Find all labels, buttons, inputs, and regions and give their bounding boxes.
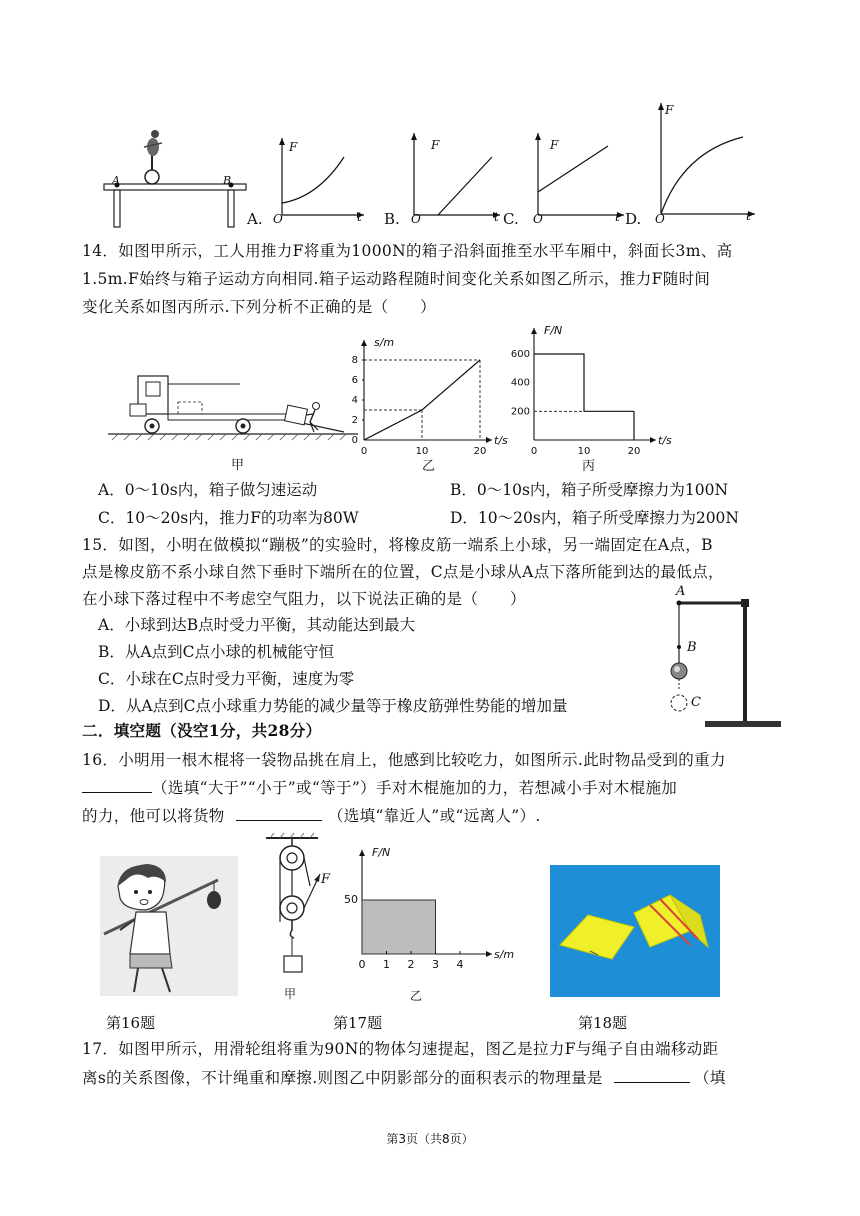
fs-x-tick-1: 1 bbox=[383, 958, 390, 971]
ft-y-tick-1: 400 bbox=[510, 377, 530, 389]
fs-x-tick-4: 4 bbox=[456, 958, 464, 971]
q13-c-o-label: O bbox=[533, 212, 543, 226]
q13-option-c-letter: C. bbox=[503, 210, 519, 228]
ft-x-arrow bbox=[650, 437, 656, 443]
q17-fig-jia-caption: 甲 bbox=[284, 987, 297, 1001]
q13-option-d-letter: D. bbox=[625, 210, 642, 228]
q13-point-a: A bbox=[112, 174, 120, 187]
q15-stem-line-1: 15．如图，小明在做模拟“蹦极”的实验时，将橡皮筋一端系上小球，另一端固定在A点，B bbox=[82, 536, 713, 554]
q14-st-chart bbox=[340, 330, 520, 470]
q14-stem-line-3: 变化关系如图丙所示.下列分析不正确的是（ ） bbox=[82, 298, 436, 316]
q14-truck-ramp-figure bbox=[108, 370, 358, 442]
q13-option-b-graph bbox=[400, 130, 504, 225]
st-x-arrow bbox=[486, 437, 492, 443]
q16-figure-caption: 第16题 bbox=[106, 1014, 156, 1032]
q13-c-f-label: F bbox=[550, 138, 559, 152]
q17-stem-line-1: 17．如图甲所示，用滑轮组将重为90N的物体匀速提起，图乙是拉力F与绳子自由端移动距 bbox=[82, 1040, 719, 1058]
ft-y-tick-0: 200 bbox=[510, 406, 530, 418]
st-y-tick-4: 8 bbox=[351, 355, 358, 366]
q13-a-o-label: O bbox=[273, 212, 283, 226]
q15-option-a[interactable]: A．小球到达B点时受力平衡，其动能达到最大 bbox=[98, 616, 416, 634]
q14-option-b[interactable]: B．0～10s内，箱子所受摩擦力为100N bbox=[450, 481, 729, 499]
q13-d-t-label: t bbox=[746, 209, 751, 223]
q16-blank-1[interactable] bbox=[82, 776, 152, 793]
q14-ft-chart bbox=[504, 320, 674, 465]
st-x-tick-0: 0 bbox=[360, 446, 368, 457]
fs-y-tick-0: 50 bbox=[344, 893, 358, 906]
q15-point-c: C bbox=[691, 695, 701, 710]
q13-d-f-label: F bbox=[665, 103, 674, 117]
st-y-tick-3: 6 bbox=[351, 375, 358, 386]
fs-x-arrow bbox=[486, 951, 492, 957]
q16-line-3-tail: （选填“靠近人”或“远离人”）. bbox=[327, 807, 541, 825]
fs-x-label: s/m bbox=[494, 948, 515, 961]
q14-stem-line-1: 14．如图甲所示，工人用推力F将重为1000N的箱子沿斜面推至水平车厢中，斜面长3m、高 bbox=[82, 242, 733, 260]
q14-option-d[interactable]: D．10～20s内，箱子所受摩擦力为200N bbox=[450, 509, 739, 527]
fs-x-tick-2: 2 bbox=[407, 958, 415, 971]
q16-stem-line-2 bbox=[82, 776, 677, 799]
q15-bungee-stand-figure bbox=[655, 585, 785, 730]
ft-x-tick-1: 10 bbox=[577, 446, 591, 457]
q13-option-d-graph bbox=[647, 100, 759, 224]
st-y-tick-2: 4 bbox=[351, 395, 358, 406]
q16-stem-line-3 bbox=[82, 804, 541, 827]
q14-fig-bing-caption: 丙 bbox=[582, 459, 596, 474]
st-x-tick-2: 20 bbox=[473, 446, 487, 457]
ft-y-label: F/N bbox=[544, 324, 563, 337]
q17-fs-chart bbox=[340, 842, 522, 982]
fs-y-arrow bbox=[359, 850, 365, 856]
q17-blank-1[interactable] bbox=[614, 1066, 690, 1083]
q13-option-a-graph bbox=[268, 135, 368, 225]
q14-stem-line-2: 1.5m.F始终与箱子运动方向相同.箱子运动路程随时间变化关系如图乙所示，推力F随时间 bbox=[82, 270, 711, 288]
st-y-tick-1: 2 bbox=[351, 415, 358, 426]
q13-option-c-graph bbox=[524, 130, 628, 225]
st-y-tick-0: 0 bbox=[351, 435, 358, 446]
ft-y-tick-2: 600 bbox=[510, 349, 530, 360]
st-y-label: s/m bbox=[374, 336, 395, 349]
q13-c-t-label: t bbox=[615, 210, 620, 224]
page-footer: 第3页（共8页） bbox=[386, 1132, 474, 1146]
st-y-arrow bbox=[361, 340, 367, 346]
q15-option-d[interactable]: D．从A点到C点小球重力势能的减少量等于橡皮筋弹性势能的增加量 bbox=[98, 697, 568, 715]
fs-shaded-area bbox=[362, 900, 436, 954]
q14-fig-yi-caption: 乙 bbox=[422, 459, 436, 474]
q13-b-t-label: t bbox=[494, 210, 499, 224]
fs-x-tick-0: 0 bbox=[358, 958, 366, 971]
st-x-label: t/s bbox=[494, 434, 508, 447]
ft-y-arrow bbox=[531, 328, 537, 334]
q15-stem-line-3: 在小球下落过程中不考虑空气阻力，以下说法正确的是（ ） bbox=[82, 590, 526, 608]
q13-b-o-label: O bbox=[411, 212, 421, 226]
q17-fig-yi-caption: 乙 bbox=[410, 989, 423, 1003]
q14-option-c[interactable]: C．10～20s内，推力F的功率为80W bbox=[98, 509, 359, 527]
q18-paper-figure bbox=[550, 865, 720, 997]
q13-option-b-letter: B. bbox=[384, 210, 400, 228]
q15-option-c[interactable]: C．小球在C点时受力平衡，速度为零 bbox=[98, 670, 355, 688]
st-x-tick-1: 10 bbox=[415, 446, 429, 457]
q15-point-b: B bbox=[687, 640, 697, 655]
q13-a-f-label: F bbox=[289, 140, 298, 154]
q16-line-3-head: 的力，他可以将货物 bbox=[82, 807, 225, 825]
q14-fig-jia-caption: 甲 bbox=[231, 458, 245, 473]
ft-x-label: t/s bbox=[658, 434, 672, 447]
ft-series-line bbox=[534, 354, 634, 411]
q13-d-o-label: O bbox=[655, 212, 665, 226]
q17-line-2-tail: （填 bbox=[694, 1069, 726, 1087]
q13-option-a-letter: A. bbox=[247, 210, 263, 228]
q17-figure-caption: 第17题 bbox=[333, 1014, 383, 1032]
q17-stem-line-2 bbox=[82, 1066, 726, 1089]
q13-point-b: B bbox=[223, 174, 232, 187]
q17-pulley-figure bbox=[262, 832, 338, 980]
q16-stem-line-1: 16．小明用一根木棍将一袋物品挑在肩上，他感到比较吃力，如图所示.此时物品受到的重力 bbox=[82, 751, 726, 769]
q17-line-2-head: 离s的关系图像，不计绳重和摩擦.则图乙中阴影部分的面积表示的物理量是 bbox=[82, 1069, 603, 1087]
section-2-heading: 二．填空题（没空1分，共28分） bbox=[82, 721, 322, 740]
q15-stem-line-2: 点是橡皮筋不系小球自然下垂时下端所在的位置，C点是小球从A点下落所能到达的最低点， bbox=[82, 563, 724, 581]
q17-f-label: F bbox=[321, 872, 331, 887]
ft-x-tick-2: 20 bbox=[627, 446, 641, 457]
q16-boy-carrying-bag-figure bbox=[100, 856, 238, 996]
q13-b-f-label: F bbox=[431, 138, 440, 152]
ft-x-tick-0: 0 bbox=[530, 446, 538, 457]
q14-option-a[interactable]: A．0～10s内，箱子做匀速运动 bbox=[98, 481, 318, 499]
q16-line-2-text: （选填“大于”“小于”或“等于”）手对木棍施加的力，若想减小手对木棍施加 bbox=[152, 779, 678, 797]
fs-x-tick-3: 3 bbox=[432, 958, 439, 971]
q15-option-b[interactable]: B．从A点到C点小球的机械能守恒 bbox=[98, 643, 334, 661]
q16-blank-2[interactable] bbox=[236, 804, 322, 821]
fs-y-label: F/N bbox=[372, 846, 391, 859]
q13-a-t-label: t bbox=[357, 210, 362, 224]
q15-point-a: A bbox=[676, 584, 686, 599]
q18-figure-caption: 第18题 bbox=[578, 1014, 628, 1032]
